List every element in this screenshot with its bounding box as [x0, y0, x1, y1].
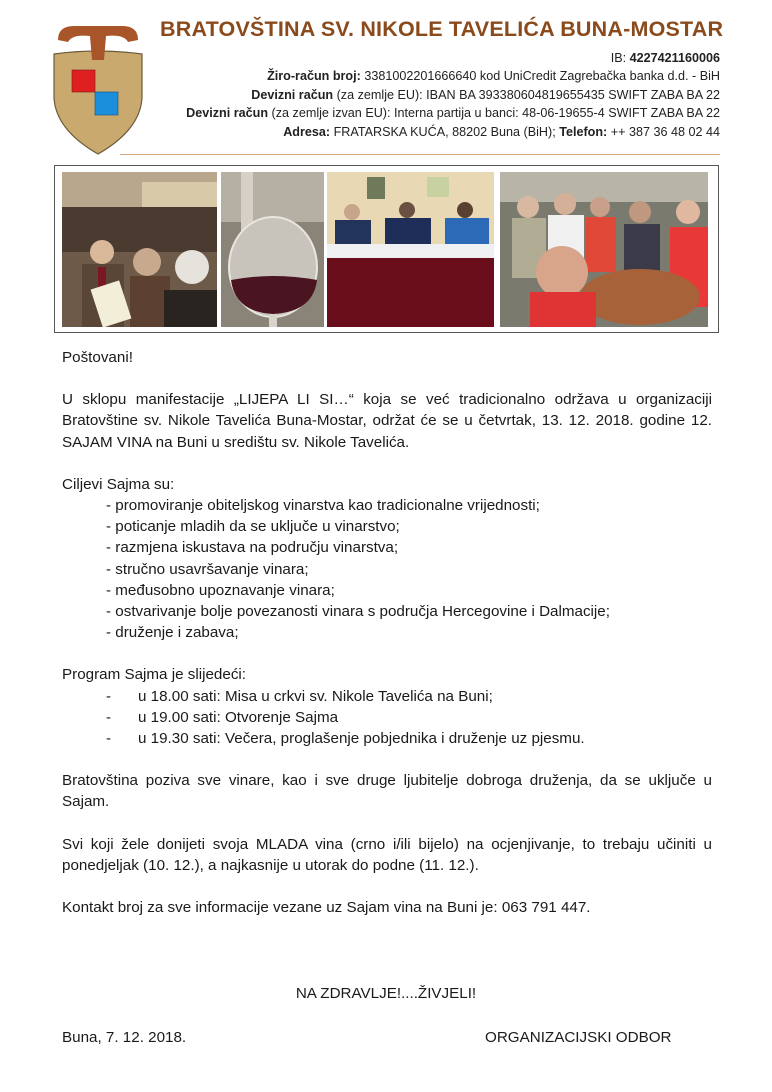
program-text: u 19.00 sati: Otvorenje Sajma: [138, 708, 339, 726]
place-date: Buna, 7. 12. 2018.: [62, 1029, 187, 1046]
devizni-non-eu-line: [186, 104, 720, 122]
ib-value: 4227421160006: [629, 51, 720, 65]
tau-cross-shield-logo: [50, 18, 146, 156]
devizni-non-eu-label: Devizni račun: [186, 106, 269, 121]
program-item: [62, 686, 712, 707]
header-divider: [120, 154, 720, 155]
contact-paragraph: Kontakt broj za sve informacije vezane uz Sajam vina na Buni je: 063 791 447.: [62, 899, 591, 917]
letter-body: [62, 347, 712, 918]
wine-tasting-table-photo: [327, 172, 494, 327]
greeting: Poštovani!: [62, 349, 133, 366]
organization-title: BRATOVŠTINA SV. NIKOLE TAVELIĆA BUNA-MOSTAR: [160, 17, 724, 41]
goal-item: - promoviranje obiteljskog vinarstva kao tradicionalne vrijednosti;: [106, 497, 540, 515]
program-text: u 18.00 sati: Misa u crkvi sv. Nikole Tavelića na Buni;: [138, 687, 493, 705]
goal-item: - stručno usavršavanje vinara;: [106, 560, 309, 578]
address-value: FRATARSKA KUĆA, 88202 Buna (BiH);: [330, 124, 560, 139]
program-item: [62, 707, 712, 728]
photo-strip: [54, 165, 719, 333]
invitation-paragraph: Bratovština poziva sve vinare, kao i sve druge ljubitelje dobroga druženja, da se uključe u Sajam.: [62, 772, 712, 811]
phone-value: ++ 387 36 48 02 44: [607, 124, 720, 139]
wine-glass-photo: [221, 172, 324, 327]
ziro-line: [186, 67, 720, 85]
program-dash: -: [106, 687, 112, 705]
devizni-eu-line: [186, 86, 720, 104]
goal-item: - druženje i zabava;: [106, 624, 239, 642]
program-title: Program Sajma je slijedeći:: [62, 666, 247, 684]
group-cooking-photo: [500, 172, 708, 327]
banquet-hall-photo: [62, 172, 217, 327]
red-square: [72, 70, 95, 92]
address-line: [186, 123, 720, 141]
program-text: u 19.30 sati: Večera, proglašenje pobjednika i druženje uz pjesmu.: [138, 730, 585, 748]
devizni-eu-label: Devizni račun: [251, 87, 334, 102]
program-dash: -: [106, 708, 112, 726]
ziro-label: Žiro-račun broj:: [267, 69, 361, 84]
ib-line: [186, 49, 720, 67]
closing-toast: NA ZDRAVLJE!....ŽIVJELI!: [295, 985, 477, 1002]
ib-label: IB:: [610, 51, 630, 65]
goal-item: - ostvarivanje bolje povezanosti vinara s područja Hercegovine i Dalmacije;: [106, 603, 610, 621]
devizni-non-eu-value: (za zemlje izvan EU): Interna partija u banci: 48-06-19655-4 SWIFT ZABA BA 22: [268, 106, 720, 121]
blue-square: [95, 92, 118, 115]
organization-info: [186, 49, 720, 141]
goal-item: - međusobno upoznavanje vinara;: [106, 581, 335, 599]
goal-item: - poticanje mladih da se uključe u vinarstvo;: [106, 518, 400, 536]
devizni-eu-value: (za zemlje EU): IBAN BA 393380604819655435 SWIFT ZABA BA 22: [333, 87, 720, 102]
intro-paragraph: U sklopu manifestacije „LIJEPA LI SI…“ koja se već tradicionalno održava u organizaciji Bratovštine sv. Nikole Tavelića Buna-Mostar, održat će se u četvrtak, 13. 12. 2018. godine 12. SAJAM VINA na Buni u središtu sv. Nikole Tavelića.: [62, 391, 712, 451]
program-dash: -: [106, 730, 112, 748]
goals-title: Ciljevi Sajma su:: [62, 475, 175, 493]
goal-item: - razmjena iskustava na području vinarstva;: [106, 539, 399, 557]
submission-paragraph: Svi koji žele donijeti svoja MLADA vina (crno i/ili bijelo) na ocjenjivanje, to trebaju učiniti u ponedjeljak (10. 12.), a najkasnije u utorak do podne (11. 12.).: [62, 835, 712, 874]
address-label: Adresa:: [283, 124, 331, 139]
goals-list: [62, 495, 712, 643]
ziro-value: 3381002201666640 kod UniCredit Zagrebačka banka d.d. - BiH: [360, 69, 720, 84]
program-list: [62, 686, 712, 750]
phone-label: Telefon:: [559, 124, 608, 139]
program-item: [62, 728, 712, 749]
signature: ORGANIZACIJSKI ODBOR: [485, 1029, 672, 1046]
